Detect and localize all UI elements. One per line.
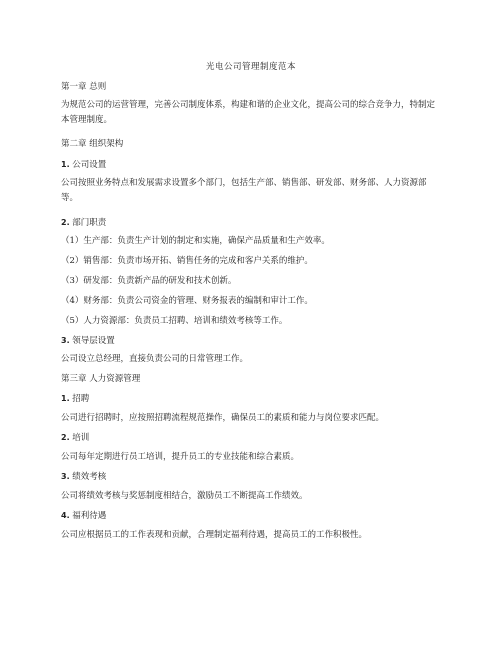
hr-recruit-heading <box>61 391 441 407</box>
chapter-3-heading: 第三章 人力资源管理 <box>61 374 141 384</box>
chapter-1-paragraph: 为规范公司的运营管理，完善公司制度体系，构建和谐的企业文化，提高公司的综合竞争力，特制定本管理制度。 <box>61 100 436 125</box>
chapter-1-heading: 第一章 总则 <box>61 82 107 92</box>
dept-item-hr: （5）人力资源部：负责员工招聘、培训和绩效考核等工作。 <box>61 316 288 326</box>
section-number: 1. <box>61 160 70 169</box>
hr-training-paragraph: 公司每年定期进行员工培训，提升员工的专业技能和综合素质。 <box>61 452 300 462</box>
hr-recruit-paragraph: 公司进行招聘时，应按照招聘流程规范操作，确保员工的素质和能力与岗位要求匹配。 <box>61 413 385 423</box>
hr-performance-paragraph: 公司将绩效考核与奖惩制度相结合，激励员工不断提高工作绩效。 <box>61 491 308 501</box>
dept-item-sales: （2）销售部：负责市场开拓、销售任务的完成和客户关系的维护。 <box>61 256 313 266</box>
section-company-setup-paragraph: 公司按照业务特点和发展需求设置多个部门，包括生产部、销售部、研发部、财务部、人力资源部等。 <box>61 178 427 203</box>
chapter-2-heading: 第二章 组织架构 <box>61 139 124 149</box>
dept-item-rnd: （3）研发部：负责新产品的研发和技术创新。 <box>61 276 237 286</box>
dept-item-finance: （4）财务部：负责公司资金的管理、财务报表的编制和审计工作。 <box>61 296 313 306</box>
section-number: 2. <box>61 218 70 227</box>
section-number: 3. <box>61 472 70 481</box>
section-number: 1. <box>61 394 70 403</box>
section-label: 公司设置 <box>69 160 107 170</box>
section-label: 领导层设置 <box>69 336 115 346</box>
hr-performance-heading <box>61 469 441 485</box>
section-leadership-paragraph: 公司设立总经理，直接负责公司的日常管理工作。 <box>61 354 249 364</box>
section-label: 绩效考核 <box>69 472 107 482</box>
section-label: 部门职责 <box>69 218 107 228</box>
section-number: 3. <box>61 336 70 345</box>
hr-benefits-heading <box>61 508 441 524</box>
section-label: 招聘 <box>69 394 90 404</box>
hr-training-heading <box>61 430 441 446</box>
section-label: 培训 <box>69 433 90 443</box>
section-number: 4. <box>61 511 70 520</box>
hr-benefits-paragraph: 公司应根据员工的工作表现和贡献，合理制定福利待遇，提高员工的工作积极性。 <box>61 530 368 540</box>
section-dept-duties-heading <box>61 215 441 231</box>
section-number: 2. <box>61 433 70 442</box>
section-company-setup-heading <box>61 157 441 173</box>
dept-item-production: （1）生产部：负责生产计划的制定和实施，确保产品质量和生产效率。 <box>61 236 330 246</box>
section-label: 福利待遇 <box>69 511 107 521</box>
document-title: 光电公司管理制度范本 <box>205 62 296 72</box>
section-leadership-heading <box>61 333 441 349</box>
